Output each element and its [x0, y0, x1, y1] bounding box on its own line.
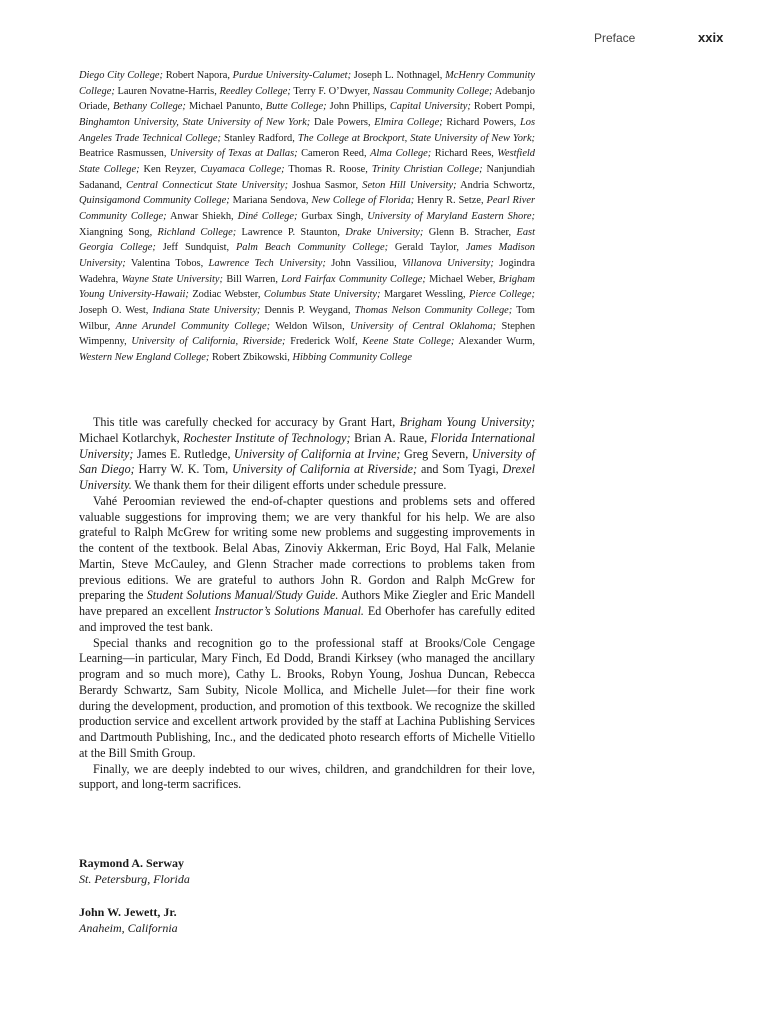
text-run: Weldon Wilson,	[270, 320, 351, 332]
text-run: Henry R. Setze,	[414, 195, 487, 207]
institution-name: University of San Diego;	[79, 446, 535, 477]
institution-name: Villanova University;	[402, 257, 494, 269]
institution-name: Nassau Community College;	[372, 85, 493, 97]
text-run: Valentina Tobos,	[125, 257, 209, 269]
institution-name: University of Maryland Eastern Shore;	[367, 210, 535, 222]
institution-name: McHenry Community College;	[79, 70, 535, 97]
text-run: Mariana Sendova,	[229, 195, 312, 207]
text-run: Alexander Wurm,	[454, 336, 535, 348]
text-run: John Phillips,	[326, 101, 390, 113]
text-run: Finally, we are deeply indebted to our wives, children, and grandchildren for their love, support, and long-term sacrifices.	[79, 761, 535, 792]
institution-name: Student Solutions Manual/Study Guide.	[146, 588, 339, 603]
institution-name: Binghamton University, State University of New York;	[79, 116, 311, 128]
text-run: Greg Severn,	[400, 446, 472, 461]
institution-name: Alma College;	[370, 148, 432, 160]
paragraph-accuracy-check	[79, 415, 535, 494]
institution-name: Lawrence Tech University;	[208, 257, 326, 269]
text-run: and Som Tyagi,	[417, 462, 503, 477]
text-run: Zodiac Webster,	[188, 289, 264, 301]
text-run: Ken Reyzer,	[139, 163, 201, 175]
page-number: xxix	[698, 30, 724, 45]
institution-name: Brigham Young University-Hawaii;	[79, 273, 536, 301]
signature-serway	[79, 855, 190, 887]
text-run: Vahé Peroomian reviewed the end-of-chapter questions and problems sets and offered valuable suggestions for improving them; we are very thankful for his help. We are also grateful to Ralph McGrew for writing some new problems and suggesting improvements in the content of the textbook. Belal Abas, Zinoviy Akkerman, Eric Boyd, Hal Falk, Melanie Martin, Steve McCauley, and Glenn Stracher made corrections to problems taken from previous editions. We are grateful to authors John R. Gordon and Ralph McGrew for preparing the	[79, 493, 535, 603]
text-run: Terry F. O’Dwyer,	[290, 85, 373, 97]
paragraph-staff-thanks	[79, 636, 535, 762]
text-run: Nanjundiah Sadanand,	[79, 163, 535, 191]
institution-name: Butte College;	[265, 101, 327, 113]
text-run: Robert Pompi,	[470, 101, 536, 113]
institution-name: Wayne State University;	[121, 273, 224, 285]
text-run: Dale Powers,	[310, 116, 375, 128]
text-run: Authors Mike Ziegler and Eric Mandell have prepared an excellent	[79, 588, 535, 618]
institution-name: East Georgia College;	[79, 226, 535, 254]
text-run: Joseph L. Nothnagel,	[351, 70, 446, 81]
text-run: Dennis P. Weygand,	[260, 304, 355, 316]
text-run: Adebanjo Oriade,	[79, 85, 535, 113]
institution-name: Indiana State University;	[152, 304, 261, 316]
author-name: Raymond A. Serway	[79, 856, 185, 870]
text-run: Jeff Sundquist,	[155, 242, 236, 254]
text-run: Cameron Reed,	[297, 148, 371, 160]
text-run: Stanley Radford,	[220, 132, 298, 144]
text-run: Lauren Novatne-Harris,	[114, 85, 220, 97]
institution-name: Keene State College;	[362, 336, 455, 348]
institution-name: Trinity Christian College;	[371, 163, 483, 175]
text-run: Gerald Taylor,	[388, 242, 466, 254]
text-run: Andria Schwortz,	[456, 179, 536, 191]
text-run: Robert Zbikowski,	[209, 351, 293, 363]
text-run: Brian A. Raue,	[350, 430, 431, 445]
institution-name: Central Connecticut State University;	[126, 179, 289, 191]
institution-name: Thomas Nelson Community College;	[354, 304, 513, 316]
institution-name: Drake University;	[345, 226, 424, 238]
institution-name: Capital University;	[389, 101, 471, 113]
institution-name: Instructor’s Solutions Manual.	[214, 604, 364, 618]
author-location: Anaheim, California	[79, 921, 178, 935]
text-run: Gurbax Singh,	[297, 210, 368, 222]
institution-name: Brigham Young University;	[399, 415, 535, 429]
text-run: Stephen Wimpenny,	[79, 320, 536, 348]
institution-name: University of California at Irvine;	[234, 446, 401, 461]
text-run: Richard Powers,	[442, 116, 520, 128]
text-run: Bill Warren,	[223, 273, 282, 285]
text-run: Ed Oberhofer has carefully edited and improved the test bank.	[79, 604, 535, 634]
text-run: Xiangning Song,	[79, 226, 158, 238]
text-run: Special thanks and recognition go to the professional staff at Brooks/Cole Cengage Learning—in particular, Mary Finch, Ed Dodd, Brandi Kirksey (who managed the ancillary program and so much more), Cathy L. Brooks, Robyn Young, Joshua Duncan, Rebecca Berardy Schwartz, Sam Subity, Nicole Mollica, and Michelle Julet—for their fine work during the development, production, and promotion of this textbook. We recognize the skilled production service and excellent artwork provided by the staff at Lachina Publishing Services and Dartmouth Publishing, Inc., and the dedicated photo research efforts of Michelle Vitiello at the Bill Smith Group.	[79, 635, 535, 760]
paragraph-problem-reviewers	[79, 494, 535, 636]
text-run: Beatrice Rasmussen,	[79, 148, 170, 160]
institution-name: Anne Arundel Community College;	[115, 320, 271, 332]
institution-name: University of California at Riverside;	[232, 462, 418, 477]
text-run: Joseph O. West,	[79, 304, 153, 316]
acknowledgments-list	[79, 68, 535, 365]
paragraph-family-thanks	[79, 762, 535, 794]
section-title: Preface	[594, 31, 636, 45]
text-run: John Vassiliou,	[325, 257, 403, 269]
institution-name: Western New England College;	[79, 351, 210, 363]
institution-name: Palm Beach Community College;	[235, 242, 389, 254]
author-name: John W. Jewett, Jr.	[79, 905, 177, 919]
text-run: Lawrence P. Staunton,	[236, 226, 346, 238]
institution-name: Los Angeles Trade Technical College;	[79, 116, 535, 144]
preface-body	[79, 415, 535, 793]
institution-name: The College at Brockport, State University of New York;	[297, 132, 536, 144]
page-header	[0, 31, 768, 51]
institution-name: Lord Fairfax Community College;	[281, 273, 426, 285]
text-run: Michael Weber,	[425, 273, 499, 285]
institution-name: University of California, Riverside;	[131, 336, 286, 348]
institution-name: Westfield State College;	[79, 148, 536, 175]
text-run: Margaret Wessling,	[380, 289, 470, 301]
institution-name: Florida International University;	[79, 430, 535, 461]
institution-name: Diné College;	[237, 210, 298, 222]
institution-name: Purdue University-Calumet;	[232, 70, 352, 81]
text-run: Tom Wilbur,	[79, 304, 535, 332]
text-run: Richard Rees,	[431, 148, 498, 160]
author-location: St. Petersburg, Florida	[79, 872, 190, 886]
text-run: Robert Napora,	[162, 70, 233, 81]
text-run: James E. Rutledge,	[133, 446, 235, 461]
institution-name: Pearl River Community College;	[79, 195, 535, 222]
institution-name: Diego City College;	[79, 70, 163, 81]
institution-name: University of Central Oklahoma;	[350, 320, 497, 332]
text-run: Thomas R. Roose,	[284, 163, 372, 175]
text-run: Frederick Wolf,	[285, 336, 363, 348]
institution-name: Columbus State University;	[263, 289, 381, 301]
text-run: Glenn B. Stracher,	[423, 226, 517, 238]
institution-name: Drexel University.	[79, 462, 535, 492]
text-run: Jogindra Wadehra,	[79, 257, 535, 285]
institution-name: Quinsigamond Community College;	[79, 195, 230, 207]
institution-name: Richland College;	[157, 226, 237, 238]
institution-name: University of Texas at Dallas;	[169, 148, 298, 160]
institution-name: Seton Hill University;	[362, 179, 457, 191]
institution-name: James Madison University;	[79, 242, 536, 269]
text-run: Harry W. K. Tom,	[134, 462, 233, 477]
signature-jewett	[79, 904, 178, 936]
text-run: Anwar Shiekh,	[166, 210, 238, 222]
text-run: This title was carefully checked for accuracy by Grant Hart,	[93, 415, 400, 429]
institution-name: Rochester Institute of Technology;	[183, 430, 351, 445]
text-run: We thank them for their diligent efforts under schedule pressure.	[131, 478, 447, 492]
institution-name: Elmira College;	[374, 116, 443, 128]
text-run: Joshua Sasmor,	[288, 179, 363, 191]
text-run: Michael Kotlarchyk,	[79, 430, 184, 445]
institution-name: Reedley College;	[219, 85, 291, 97]
institution-name: Hibbing Community College	[292, 351, 412, 363]
institution-name: Pierce College;	[469, 289, 535, 301]
institution-name: New College of Florida;	[311, 195, 415, 207]
text-run: Michael Panunto,	[185, 101, 266, 113]
institution-name: Bethany College;	[112, 101, 186, 113]
institution-name: Cuyamaca College;	[200, 163, 285, 175]
